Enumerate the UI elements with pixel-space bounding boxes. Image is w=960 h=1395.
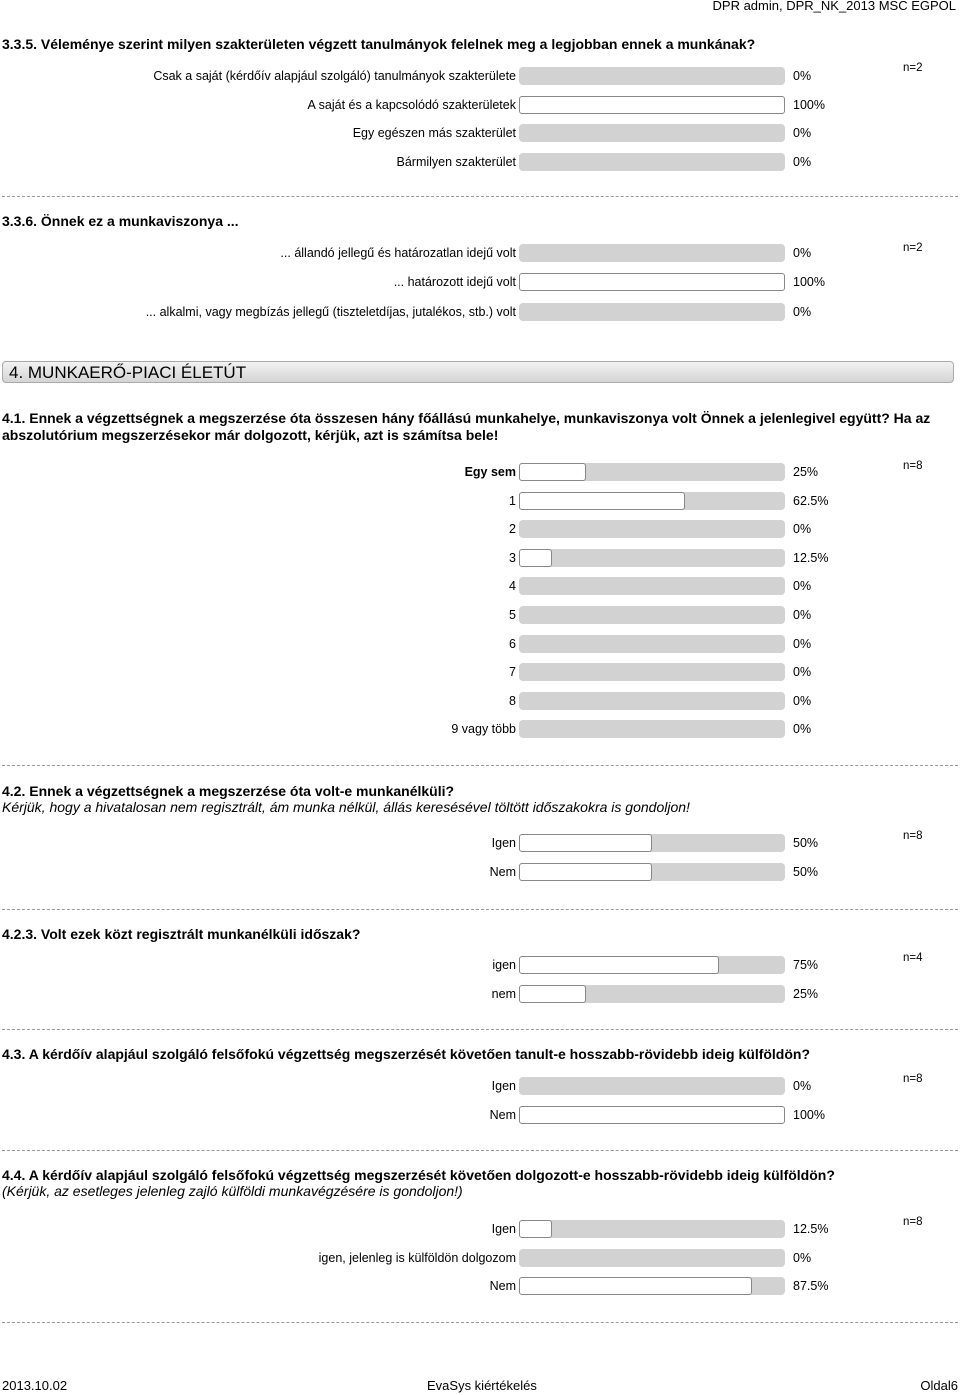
respondent-count: n=8 — [903, 460, 923, 472]
answer-label: 8 — [509, 693, 516, 708]
answer-percentage: 100% — [793, 275, 825, 290]
answer-percentage: 100% — [793, 97, 825, 112]
percentage-bar-track — [519, 1077, 785, 1095]
answer-percentage: 0% — [793, 665, 812, 680]
percentage-bar-track — [519, 124, 785, 142]
answer-percentage: 50% — [793, 836, 819, 850]
answer-row — [0, 272, 960, 294]
answer-label: ... határozott idejű volt — [393, 275, 516, 290]
percentage-bar-fill — [519, 273, 785, 291]
percentage-bar-track — [519, 663, 785, 681]
answer-percentage: 0% — [793, 1250, 812, 1265]
percentage-bar-track — [519, 956, 785, 974]
percentage-bar-track — [519, 463, 785, 481]
answer-row — [0, 243, 960, 265]
percentage-bar-track — [519, 834, 785, 852]
percentage-bar-fill — [519, 863, 652, 881]
percentage-bar-track — [519, 492, 785, 510]
percentage-bar-track — [519, 720, 785, 738]
section-title: 4. MUNKAERŐ-PIACI ÉLETÚT — [2, 361, 954, 383]
answer-row — [0, 152, 960, 174]
percentage-bar-fill — [519, 834, 652, 852]
answer-percentage: 50% — [793, 864, 819, 879]
footer-center: EvaSys kiértékelés — [427, 1378, 537, 1393]
answer-percentage: 12.5% — [793, 1222, 829, 1236]
answer-percentage: 75% — [793, 958, 819, 972]
question-title: 4.2. Ennek a végzettségnek a megszerzése óta volt-e munkanélküli? — [2, 783, 455, 799]
percentage-bar-track — [519, 1106, 785, 1124]
answer-percentage: 0% — [793, 522, 812, 537]
answer-row — [0, 862, 960, 884]
answer-label: 3 — [509, 550, 516, 565]
answer-label: ... állandó jellegű és határozatlan idejű volt — [280, 246, 516, 260]
answer-label: ... alkalmi, vagy megbízás jellegű (tiszteletdíjas, jutalékos, stb.) volt — [145, 304, 516, 319]
respondent-count: n=8 — [903, 1073, 923, 1085]
answer-label: igen, jelenleg is külföldön dolgozom — [318, 1250, 516, 1265]
answer-percentage: 0% — [793, 693, 812, 708]
answer-label: Nem — [489, 1107, 516, 1122]
answer-percentage: 87.5% — [793, 1279, 829, 1294]
header-user-info: DPR admin, DPR_NK_2013 MSC EGPOL — [712, 0, 956, 13]
answer-label: 4 — [509, 579, 516, 594]
answer-row — [0, 1276, 960, 1298]
percentage-bar-fill — [519, 1220, 552, 1238]
question-separator — [2, 196, 958, 197]
answer-percentage: 0% — [793, 722, 812, 737]
answer-label: Bármilyen szakterület — [396, 155, 516, 170]
percentage-bar-fill — [519, 1106, 785, 1124]
question-title: 4.1. Ennek a végzettségnek a megszerzése óta összesen hány főállású munkahelye, munkaviszonya volt Önnek a jelenlegivel együtt? Ha az abszolutórium megszerzésekor már dolgozott, kérjük, azt is számítsa bele! — [2, 410, 931, 443]
percentage-bar-track — [519, 692, 785, 710]
question-subtitle: (Kérjük, az esetleges jelenleg zajló külföldi munkavégzésére is gondoljon!) — [2, 1183, 463, 1199]
question-title: 4.3. A kérdőív alapjául szolgáló felsőfokú végzettség megszerzését követően tanult-e hosszabb-rövidebb ideig külföldön? — [2, 1046, 811, 1062]
percentage-bar-track — [519, 863, 785, 881]
answer-label: Igen — [491, 836, 516, 850]
answer-percentage: 0% — [793, 246, 812, 260]
answer-row — [0, 691, 960, 713]
answer-row — [0, 662, 960, 684]
answer-row — [0, 719, 960, 741]
answer-row — [0, 1219, 960, 1241]
answer-row — [0, 605, 960, 627]
question-subtitle: Kérjük, hogy a hivatalosan nem regisztrált, ám munka nélkül, állás keresésével töltött időszakokra is gondoljon! — [2, 799, 690, 815]
answer-percentage: 0% — [793, 636, 812, 651]
footer-date: 2013.10.02 — [2, 1378, 68, 1393]
answer-percentage: 0% — [793, 155, 812, 170]
answer-row — [0, 462, 960, 484]
percentage-bar-track — [519, 153, 785, 171]
question-separator — [2, 765, 958, 766]
answer-label: 7 — [509, 665, 516, 680]
answer-percentage: 12.5% — [793, 550, 829, 565]
percentage-bar-fill — [519, 463, 586, 481]
percentage-bar-fill — [519, 956, 719, 974]
answer-percentage: 0% — [793, 1079, 812, 1093]
answer-percentage: 100% — [793, 1107, 825, 1122]
answer-row — [0, 95, 960, 117]
respondent-count: n=8 — [903, 1216, 923, 1228]
answer-row — [0, 634, 960, 656]
percentage-bar-fill — [519, 1277, 752, 1295]
answer-row — [0, 1076, 960, 1098]
answer-label: 1 — [509, 493, 516, 508]
percentage-bar-track — [519, 635, 785, 653]
question-separator — [2, 909, 958, 910]
percentage-bar-track — [519, 1277, 785, 1295]
answer-percentage: 25% — [793, 986, 819, 1001]
answer-row — [0, 519, 960, 541]
question-title: 4.4. A kérdőív alapjául szolgáló felsőfokú végzettség megszerzését követően dolgozott-e hosszabb-rövidebb ideig külföldön? — [2, 1167, 835, 1183]
percentage-bar-track — [519, 1249, 785, 1267]
question-separator — [2, 1150, 958, 1151]
answer-percentage: 25% — [793, 465, 819, 479]
question-title: 3.3.6. Önnek ez a munkaviszonya ... — [2, 213, 239, 229]
question-separator — [2, 1029, 958, 1030]
answer-percentage: 0% — [793, 579, 812, 594]
answer-label: 2 — [509, 522, 516, 537]
percentage-bar-track — [519, 67, 785, 85]
respondent-count: n=2 — [903, 62, 923, 74]
footer-page: Oldal6 — [920, 1378, 958, 1393]
answer-row — [0, 1248, 960, 1270]
question-title: 3.3.5. Véleménye szerint milyen szakterületen végzett tanulmányok felelnek meg a legjobban ennek a munkának? — [2, 36, 756, 52]
answer-percentage: 0% — [793, 69, 812, 83]
answer-label: 5 — [509, 608, 516, 622]
answer-row — [0, 302, 960, 324]
answer-row — [0, 984, 960, 1006]
answer-row — [0, 548, 960, 570]
question-separator — [2, 1322, 958, 1323]
answer-label: A saját és a kapcsolódó szakterületek — [307, 97, 516, 112]
answer-percentage: 0% — [793, 608, 812, 622]
percentage-bar-track — [519, 520, 785, 538]
percentage-bar-track — [519, 985, 785, 1003]
answer-row — [0, 576, 960, 598]
percentage-bar-track — [519, 577, 785, 595]
question-title: 4.2.3. Volt ezek közt regisztrált munkanélküli időszak? — [2, 926, 361, 942]
percentage-bar-fill — [519, 96, 785, 114]
percentage-bar-fill — [519, 549, 552, 567]
answer-label: Egy egészen más szakterület — [352, 126, 516, 141]
percentage-bar-track — [519, 549, 785, 567]
answer-label: Csak a saját (kérdőív alapjául szolgáló) tanulmányok szakterülete — [153, 69, 516, 83]
answer-row — [0, 491, 960, 513]
answer-label: Igen — [491, 1222, 516, 1236]
respondent-count: n=2 — [903, 242, 923, 254]
percentage-bar-fill — [519, 492, 685, 510]
respondent-count: n=8 — [903, 830, 923, 842]
answer-percentage: 0% — [793, 126, 812, 141]
answer-row — [0, 123, 960, 145]
percentage-bar-fill — [519, 985, 586, 1003]
answer-percentage: 62.5% — [793, 493, 829, 508]
answer-label: Egy sem — [464, 465, 516, 479]
answer-label: Igen — [491, 1079, 516, 1093]
answer-percentage: 0% — [793, 304, 812, 319]
percentage-bar-track — [519, 606, 785, 624]
percentage-bar-track — [519, 96, 785, 114]
answer-row — [0, 833, 960, 855]
answer-label: Nem — [489, 1279, 516, 1294]
percentage-bar-track — [519, 303, 785, 321]
respondent-count: n=4 — [903, 952, 923, 964]
answer-label: 6 — [509, 636, 516, 651]
answer-label: 9 vagy több — [451, 722, 516, 737]
answer-row — [0, 955, 960, 977]
answer-row — [0, 1105, 960, 1127]
answer-label: Nem — [489, 864, 516, 879]
answer-row — [0, 66, 960, 88]
percentage-bar-track — [519, 273, 785, 291]
answer-label: igen — [492, 958, 516, 972]
answer-label: nem — [491, 986, 516, 1001]
percentage-bar-track — [519, 1220, 785, 1238]
percentage-bar-track — [519, 244, 785, 262]
